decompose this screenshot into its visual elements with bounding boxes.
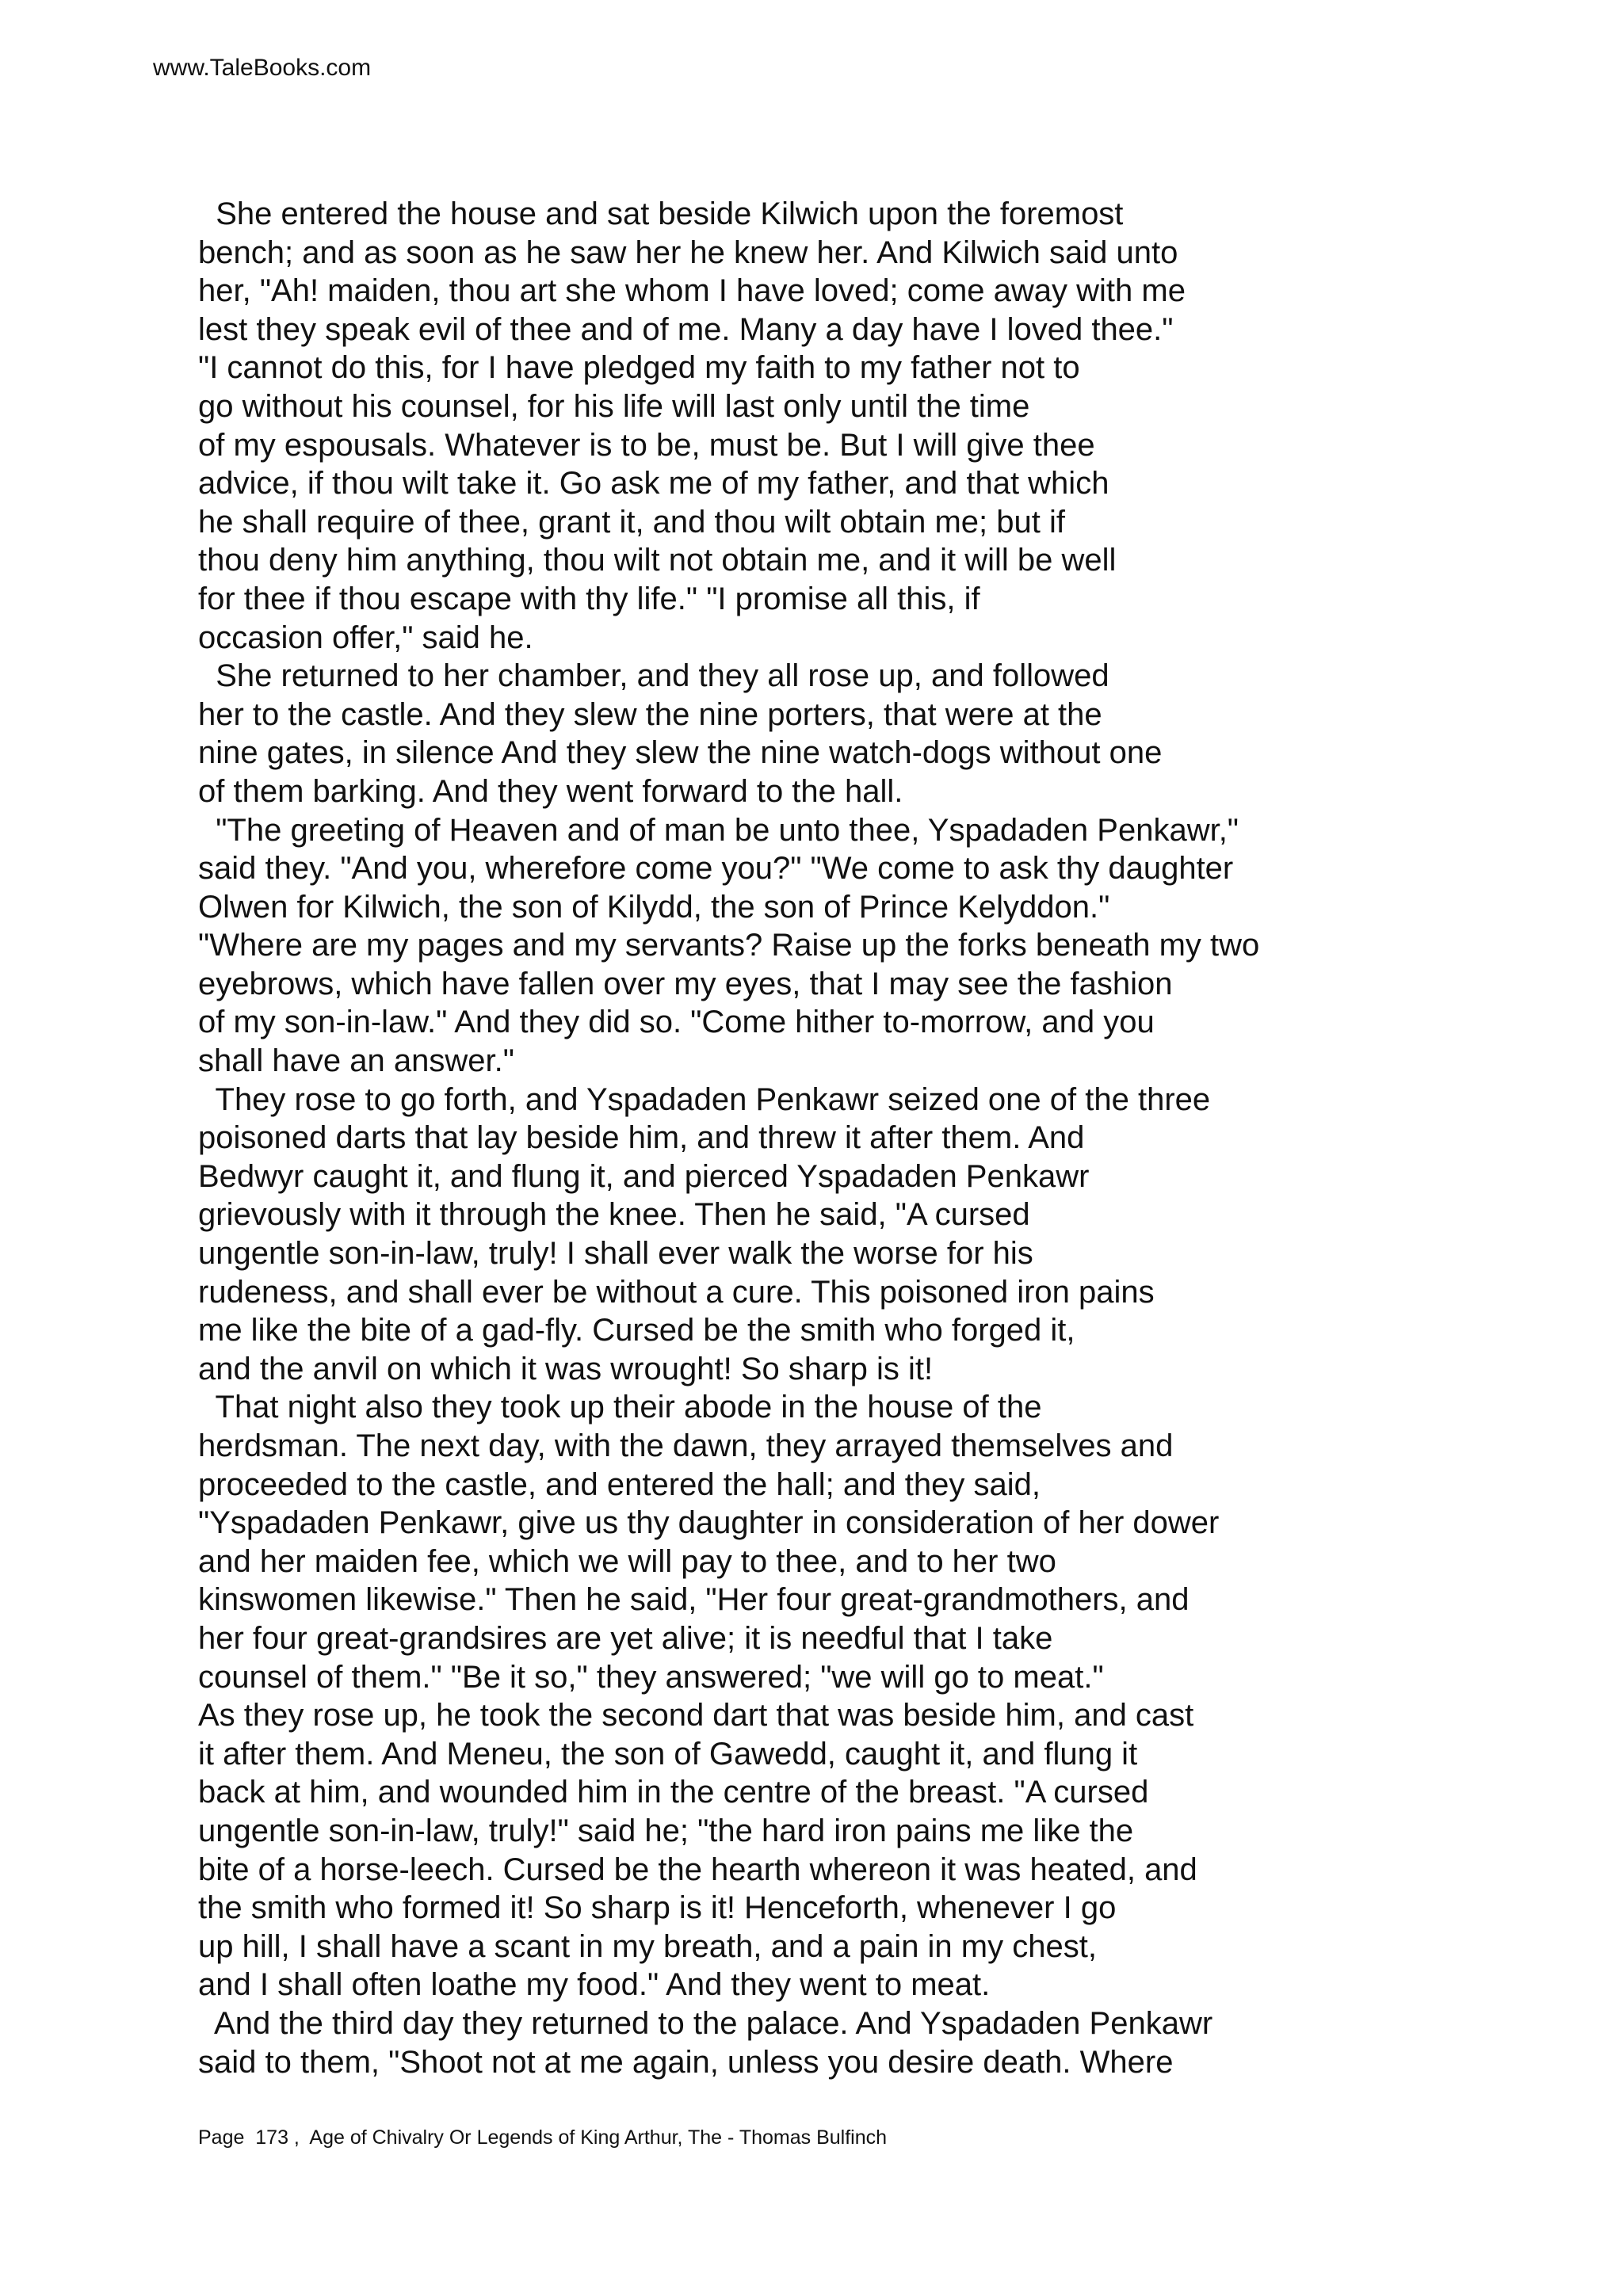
text-line: advice, if thou wilt take it. Go ask me of my father, and that which [198, 466, 1109, 502]
text-line: proceeded to the castle, and entered the hall; and they said, [198, 1466, 1041, 1502]
text-line: She entered the house and sat beside Kilwich upon the foremost [198, 196, 1124, 231]
text-line: of my son-in-law." And they did so. "Come hither to-morrow, and you [198, 1005, 1155, 1040]
text-line: eyebrows, which have fallen over my eyes, that I may see the fashion [198, 966, 1173, 1001]
text-line: "The greeting of Heaven and of man be unto thee, Yspadaden Penkawr," [198, 812, 1239, 848]
text-line: ungentle son-in-law, truly! I shall ever walk the worse for his [198, 1236, 1033, 1272]
text-line: said to them, "Shoot not at me again, unless you desire death. Where [198, 2044, 1174, 2080]
text-line: for thee if thou escape with thy life." "I promise all this, if [198, 581, 980, 616]
text-line: of my espousals. Whatever is to be, must be. But I will give thee [198, 427, 1095, 463]
text-line: and the anvil on which it was wrought! So sharp is it! [198, 1351, 934, 1386]
text-line: As they rose up, he took the second dart that was beside him, and cast [198, 1698, 1194, 1733]
text-line: bench; and as soon as he saw her he knew her. And Kilwich said unto [198, 235, 1178, 270]
text-line: And the third day they returned to the palace. And Yspadaden Penkawr [198, 2005, 1213, 2041]
text-line: kinswomen likewise." Then he said, "Her four great-grandmothers, and [198, 1582, 1190, 1618]
text-line: up hill, I shall have a scant in my breath, and a pain in my chest, [198, 1928, 1097, 1964]
text-line: of them barking. And they went forward to the hall. [198, 773, 903, 809]
text-line: nine gates, in silence And they slew the nine watch-dogs without one [198, 735, 1163, 771]
text-line: "Where are my pages and my servants? Raise up the forks beneath my two [198, 928, 1260, 963]
text-line: me like the bite of a gad-fly. Cursed be the smith who forged it, [198, 1313, 1075, 1348]
text-line: the smith who formed it! So sharp is it! Henceforth, whenever I go [198, 1890, 1117, 1926]
text-line: "I cannot do this, for I have pledged my faith to my father not to [198, 350, 1080, 386]
text-line: he shall require of thee, grant it, and thou wilt obtain me; but if [198, 504, 1065, 540]
text-line: counsel of them." "Be it so," they answered; "we will go to meat." [198, 1659, 1104, 1695]
text-line: That night also they took up their abode in the house of the [198, 1390, 1042, 1425]
text-line: thou deny him anything, thou wilt not obtain me, and it will be well [198, 543, 1117, 578]
text-line: rudeness, and shall ever be without a cure. This poisoned iron pains [198, 1274, 1155, 1310]
text-line: occasion offer," said he. [198, 620, 533, 655]
text-line: They rose to go forth, and Yspadaden Penkawr seized one of the three [198, 1081, 1211, 1117]
text-line: lest they speak evil of thee and of me. Many a day have I loved thee." [198, 311, 1174, 347]
text-line: her four great-grandsires are yet alive; it is needful that I take [198, 1620, 1053, 1656]
text-line: it after them. And Meneu, the son of Gawedd, caught it, and flung it [198, 1736, 1138, 1772]
text-line: poisoned darts that lay beside him, and threw it after them. And [198, 1120, 1085, 1156]
text-line: her to the castle. And they slew the nine porters, that were at the [198, 696, 1102, 732]
site-url: www.TaleBooks.com [153, 55, 372, 81]
text-line: Olwen for Kilwich, the son of Kilydd, the son of Prince Kelyddon." [198, 889, 1110, 925]
text-line: go without his counsel, for his life will last only until the time [198, 388, 1030, 424]
text-line: and her maiden fee, which we will pay to thee, and to her two [198, 1543, 1056, 1579]
text-line: said they. "And you, wherefore come you?" "We come to ask thy daughter [198, 851, 1234, 887]
text-line: back at him, and wounded him in the centre of the breast. "A cursed [198, 1775, 1149, 1810]
text-line: bite of a horse-leech. Cursed be the hearth whereon it was heated, and [198, 1852, 1197, 1887]
text-line: and I shall often loathe my food." And they went to meat. [198, 1967, 991, 2003]
page-footer: Page 173 , Age of Chivalry Or Legends of King Arthur, The - Thomas Bulfinch [198, 2126, 888, 2149]
text-line: her, "Ah! maiden, thou art she whom I have loved; come away with me [198, 273, 1186, 309]
text-line: shall have an answer." [198, 1043, 514, 1079]
text-line: herdsman. The next day, with the dawn, they arrayed themselves and [198, 1428, 1174, 1463]
text-line: ungentle son-in-law, truly!" said he; "the hard iron pains me like the [198, 1813, 1134, 1848]
page-body-text [198, 195, 1561, 2081]
text-line: "Yspadaden Penkawr, give us thy daughter in consideration of her dower [198, 1505, 1220, 1541]
text-line: grievously with it through the knee. Then he said, "A cursed [198, 1197, 1030, 1233]
text-line: Bedwyr caught it, and flung it, and pierced Yspadaden Penkawr [198, 1158, 1090, 1194]
text-line: She returned to her chamber, and they all rose up, and followed [198, 658, 1109, 694]
